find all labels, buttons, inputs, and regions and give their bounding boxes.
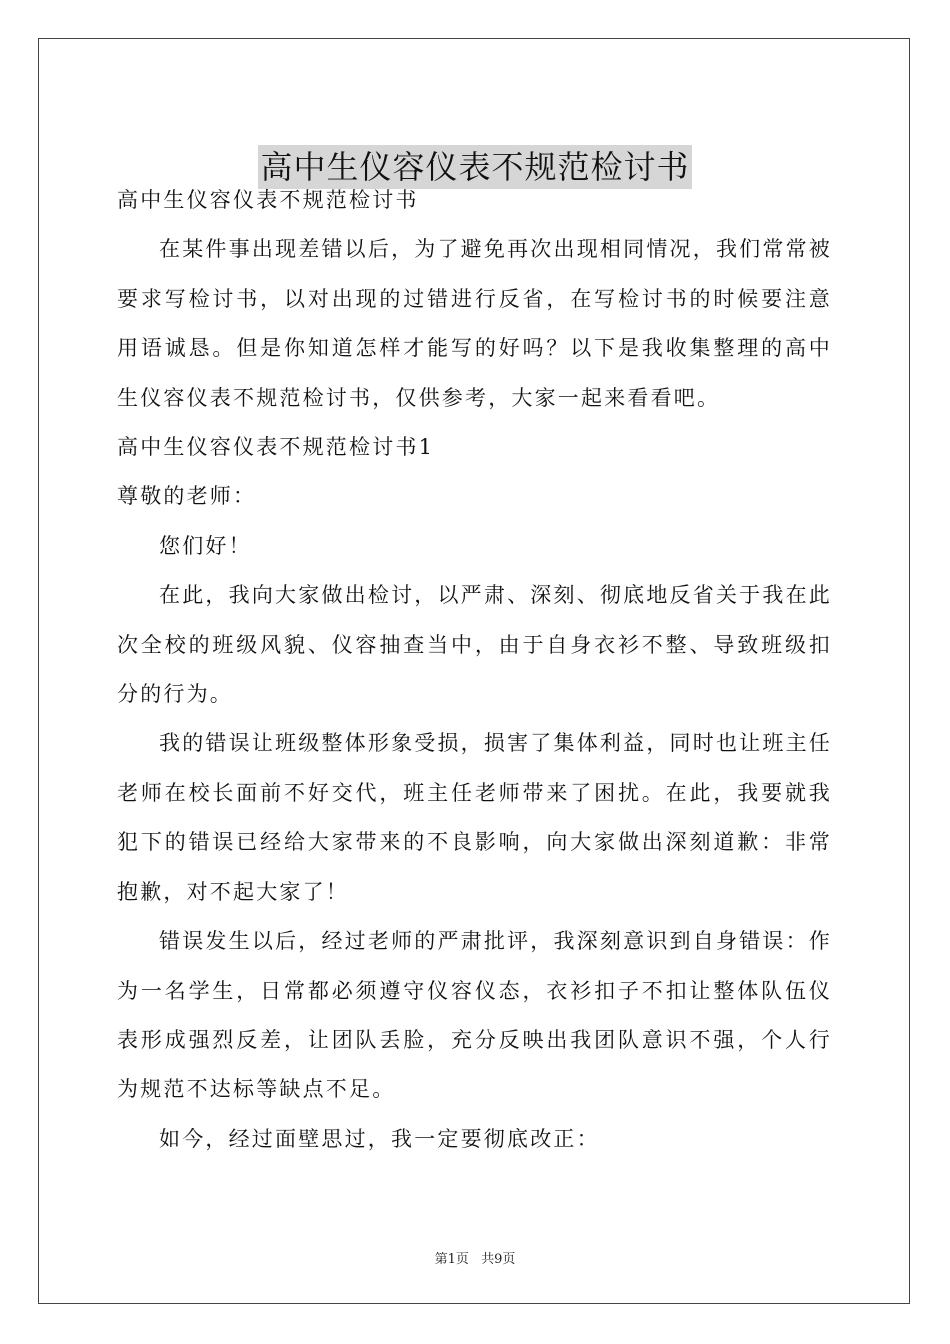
paragraph-body-4: 如今，经过面壁思过，我一定要彻底改正： [159, 1126, 600, 1151]
paragraph-greeting: 您们好！ [159, 533, 252, 558]
page-footer [0, 1248, 950, 1267]
paragraph-section-heading: 高中生仪容仪表不规范检讨书1 [117, 435, 435, 460]
paragraph-salutation: 尊敬的老师： [117, 484, 257, 509]
page-number: 第1页 [434, 1252, 469, 1267]
page-total: 共9页 [481, 1252, 516, 1267]
paragraph-body-3: 错误发生以后，经过老师的严肃批评，我深刻意识到自身错误：作为一名学生，日常都必须遵守仪容仪态，衣衫扣子不扣让整体队伍仪表形成强烈反差，让团队丢脸，充分反映出我团队意识不强，个人行为规范不达标等缺点不足。 [117, 929, 832, 1102]
document-body [117, 176, 832, 1164]
paragraph-body-2: 我的错误让班级整体形象受损，损害了集体利益，同时也让班主任老师在校长面前不好交代，班主任老师带来了困扰。在此，我要就我犯下的错误已经给大家带来的不良影响，向大家做出深刻道歉：非常抱歉，对不起大家了！ [117, 731, 832, 904]
document-title: 高中生仪容仪表不规范检讨书 [258, 145, 691, 189]
paragraph-body-1: 在此，我向大家做出检讨，以严肃、深刻、彻底地反省关于我在此次全校的班级风貌、仪容抽查当中，由于自身衣衫不整、导致班级扣分的行为。 [117, 583, 832, 707]
paragraph-intro: 在某件事出现差错以后，为了避免再次出现相同情况，我们常常被要求写检讨书，以对出现的过错进行反省，在写检讨书的时候要注意用语诚恳。但是你知道怎样才能写的好吗？以下是我收集整理的高中生仪容仪表不规范检讨书，仅供参考，大家一起来看看吧。 [117, 237, 832, 410]
paragraph-subtitle: 高中生仪容仪表不规范检讨书 [117, 188, 419, 212]
